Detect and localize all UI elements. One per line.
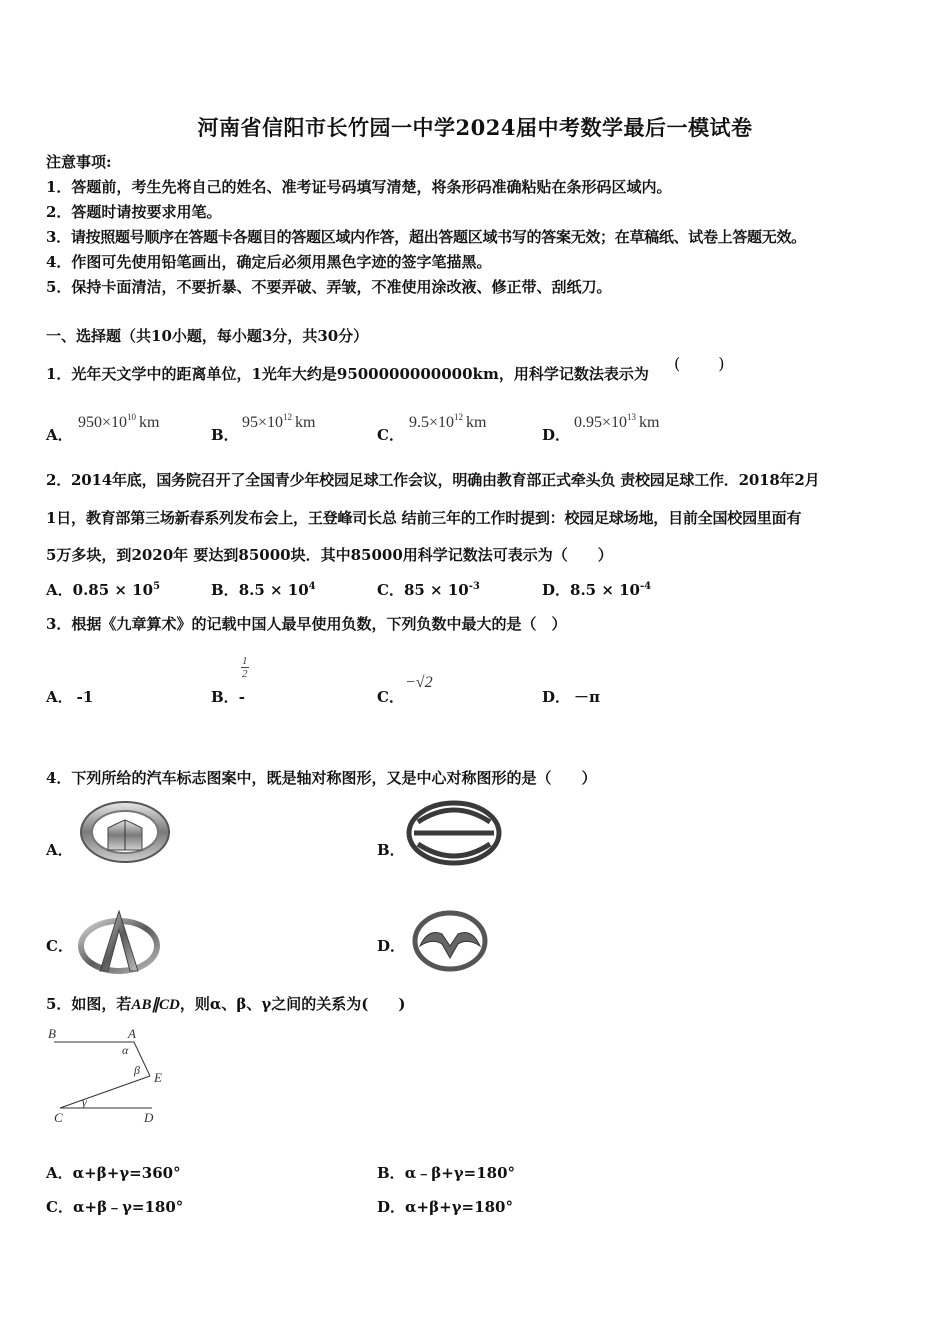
option-label: D． bbox=[542, 426, 571, 444]
option-c: C．α+β﹣γ=180° bbox=[46, 1198, 184, 1216]
parallel-lines-figure bbox=[44, 1024, 174, 1130]
option-label: C． bbox=[46, 937, 73, 955]
option-b-fraction: $\frac{1}{2}$ bbox=[242, 655, 248, 680]
option-c-expression: −√2 bbox=[405, 674, 433, 691]
option-label: B． bbox=[377, 841, 405, 859]
option-d: D．$8.5 \times 10^{-4}$ bbox=[542, 581, 652, 599]
notice-item: 1．答题前，考生先将自己的姓名、准考证号码填写清楚，将条形码准确粘贴在条形码区域内。 bbox=[46, 178, 672, 196]
option-b-expression: $95\times 10^{12}$ km bbox=[242, 412, 316, 431]
point-e-label: E bbox=[154, 1070, 162, 1085]
notice-item: 3．请按照题号顺序在答题卡各题目的答题区域内作答，超出答题区域书写的答案无效；在草稿纸、试卷上答题无效。 bbox=[46, 228, 806, 246]
option-b: B．$8.5 \times 10^4$ bbox=[211, 581, 316, 599]
point-d-label: D bbox=[144, 1110, 154, 1125]
option-a: A．α+β+γ=360° bbox=[46, 1164, 181, 1182]
option-d-expression: $0.95\times 10^{13}$ km bbox=[574, 412, 660, 431]
option-label: A． bbox=[46, 841, 73, 859]
notice-heading: 注意事项: bbox=[46, 153, 112, 171]
notice-item: 4．作图可先使用铅笔画出，确定后必须用黑色字迹的签字笔描黑。 bbox=[46, 253, 492, 271]
point-c-label: C bbox=[54, 1110, 63, 1125]
point-a-label: A bbox=[128, 1026, 136, 1041]
answer-blank: ( ) bbox=[674, 354, 727, 373]
mazda-logo-icon bbox=[412, 910, 488, 972]
section-heading: 一、选择题（共10小题，每小题3分，共30分） bbox=[46, 327, 369, 345]
point-b-label: B bbox=[48, 1026, 56, 1041]
question-4-stem: 4．下列所给的汽车标志图案中，既是轴对称图形，又是中心对称图形的是（ ） bbox=[46, 769, 597, 787]
option-d: D．α+β+γ=180° bbox=[377, 1198, 513, 1216]
question-1-stem: 1．光年天文学中的距离单位，1光年大约是9500000000000km，用科学记数法表示为 bbox=[46, 365, 649, 383]
question-2-stem: 2．2014年底，国务院召开了全国青少年校园足球工作会议，明确由教育部正式牵头负 责校园足球工作．2018年2月 bbox=[46, 471, 820, 489]
page-title: 河南省信阳市长竹园一中学2024届中考数学最后一模试卷 bbox=[197, 115, 753, 140]
option-c-label: C． bbox=[377, 688, 404, 706]
option-b: B．- bbox=[211, 688, 245, 706]
changan-logo-icon bbox=[78, 908, 160, 974]
option-label: D． bbox=[377, 937, 406, 955]
option-a: A． -1 bbox=[46, 688, 94, 706]
question-5-stem: 5．如图，若AB∥CD，则α、β、γ之间的关系为( ) bbox=[46, 995, 406, 1013]
option-label: B． bbox=[211, 426, 239, 444]
angle-beta-label: β bbox=[134, 1063, 140, 1077]
option-b: B．α﹣β+γ=180° bbox=[377, 1164, 516, 1182]
notice-item: 5．保持卡面清洁，不要折暴、不要弄破、弄皱，不准使用涂改液、修正带、刮纸刀。 bbox=[46, 278, 612, 296]
option-label: C． bbox=[377, 426, 404, 444]
question-2-stem: 5万多块，到2020年 要达到85000块．其中85000用科学记数法可表示为（ ） bbox=[46, 546, 613, 564]
great-wall-logo-icon bbox=[78, 798, 172, 868]
option-c: C．$85 \times 10^{-3}$ bbox=[377, 581, 480, 599]
option-d: D． －π bbox=[542, 688, 600, 706]
question-3-stem: 3．根据《九章算术》的记载中国人最早使用负数，下列负数中最大的是（ ） bbox=[46, 615, 567, 633]
notice-item: 2．答题时请按要求用笔。 bbox=[46, 203, 222, 221]
option-label: A． bbox=[46, 426, 73, 444]
question-2-stem: 1日，教育部第三场新春系列发布会上，王登峰司长总 结前三年的工作时提到：校园足球场地，目前全国校园里面有 bbox=[46, 509, 802, 527]
angle-gamma-label: γ bbox=[82, 1095, 87, 1109]
angle-alpha-label: α bbox=[122, 1043, 129, 1057]
option-c-expression: $9.5\times 10^{12}$ km bbox=[409, 412, 487, 431]
hino-logo-icon bbox=[406, 800, 502, 866]
option-a-expression: $950\times 10^{10}$ km bbox=[78, 412, 160, 431]
option-a: A．$0.85 \times 10^5$ bbox=[46, 581, 161, 599]
